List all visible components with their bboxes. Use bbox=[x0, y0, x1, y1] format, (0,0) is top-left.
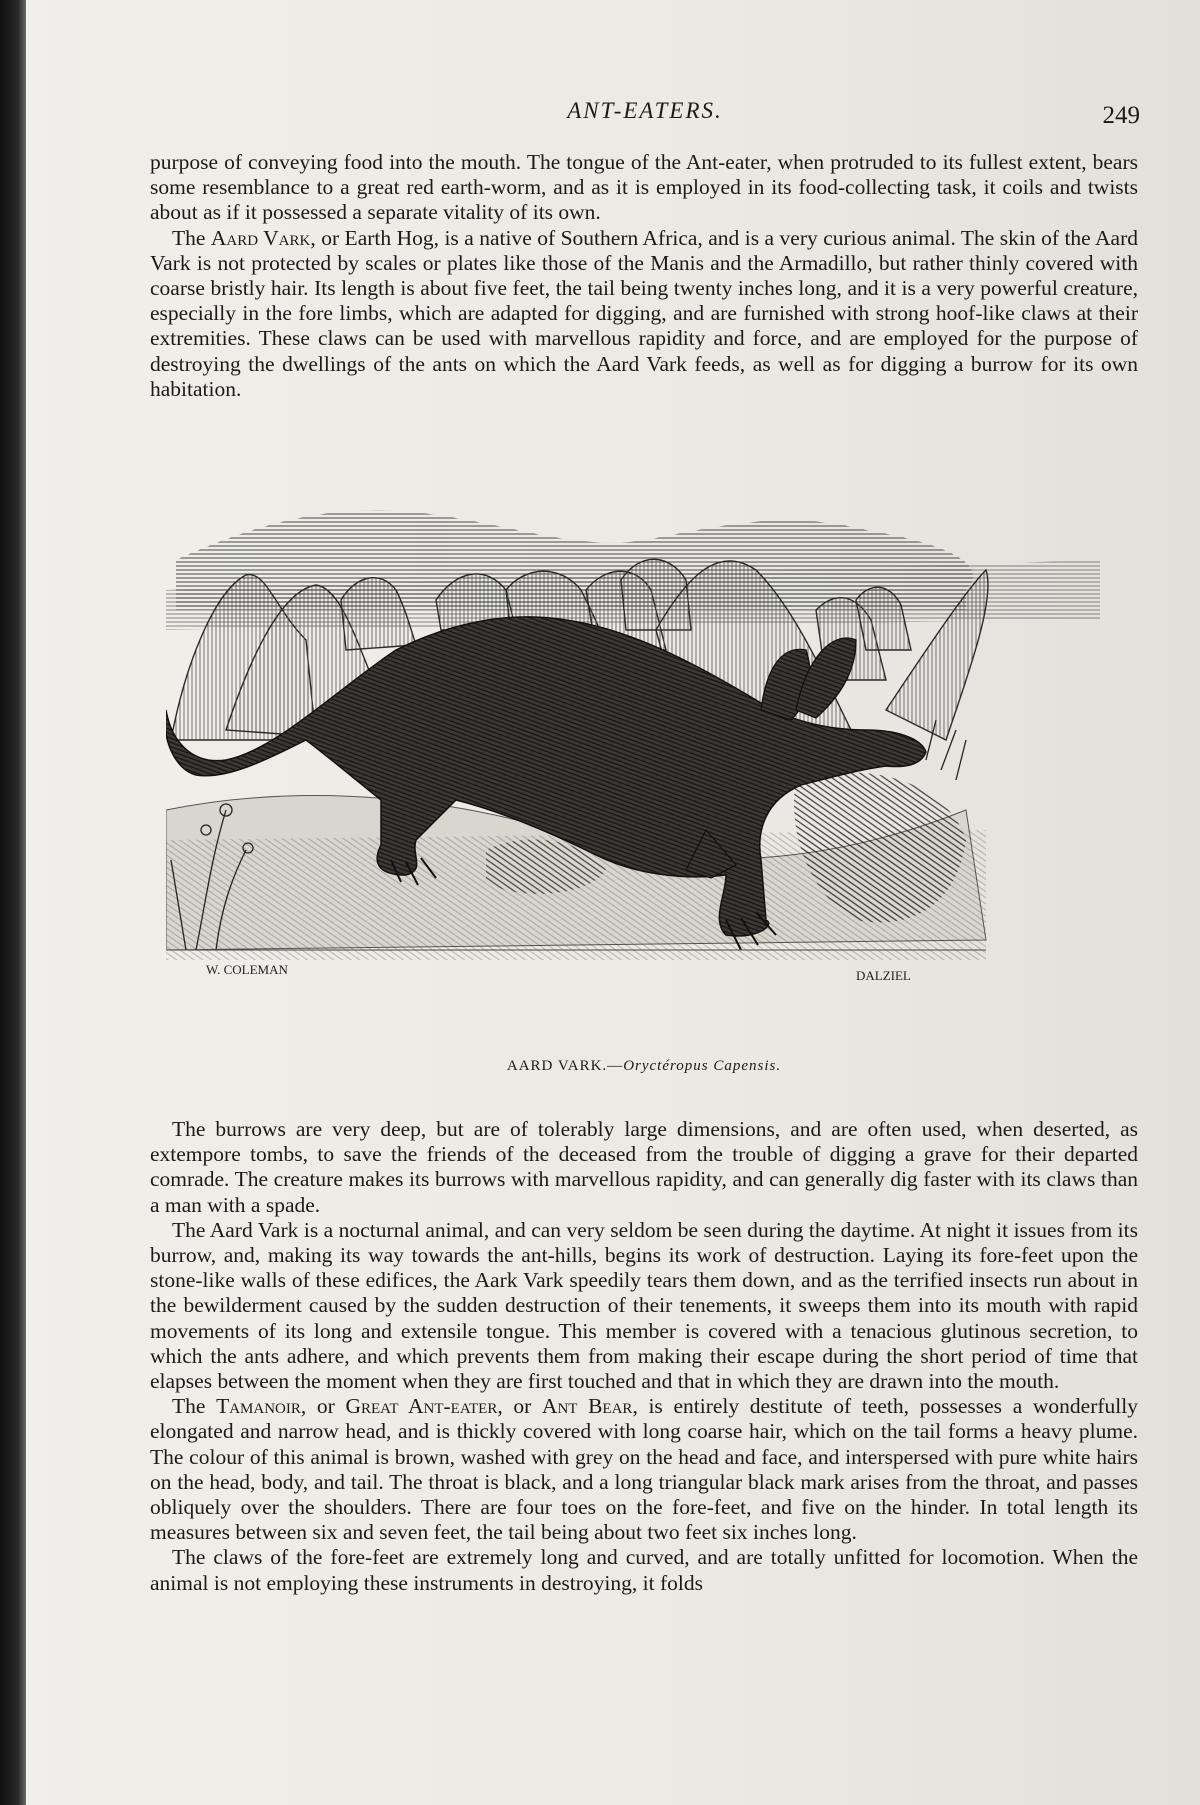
text-run: , or Earth Hog, is a native of Southern Africa, and is a very curious animal. The skin of the Aard Vark is not protected by scales or plates like those of the Manis and the Armadillo, but rather thinly covered with coarse bristly hair. Its length is about five feet, the tail being twenty inches long, and it is a very powerful creature, especially in the fore limbs, which are adapted for digging, and are furnished with strong hoof-like claws at their extremities. These claws can be used with marvellous rapidity and force, and are employed for the purpose of destroying the dwellings of the ants on which the Aard Vark feeds, as well as for digging a burrow for its own habitation. bbox=[150, 225, 1138, 401]
page-header bbox=[150, 98, 1140, 138]
caption-name: AARD VARK.— bbox=[506, 1058, 624, 1074]
paragraph: purpose of conveying food into the mouth. The tongue of the Ant-eater, when protruded to its fullest extent, bears some resemblance to a great red earth-worm, and as it is employed in its food-collecting task, it coils and twists about as if it possessed a separate vitality of its own. bbox=[150, 150, 1138, 225]
text-run: The bbox=[172, 1394, 217, 1419]
engraver-signature-right: DALZIEL bbox=[856, 968, 911, 983]
paragraph bbox=[150, 1394, 1138, 1545]
paragraph bbox=[150, 226, 1138, 402]
text-run: , or bbox=[300, 1394, 346, 1419]
small-caps-term: Tamanoir bbox=[216, 1394, 301, 1419]
small-caps-term: Ant Bear bbox=[541, 1394, 633, 1419]
page-number: 249 bbox=[1102, 102, 1140, 129]
engraver-signature-left: W. COLEMAN bbox=[206, 962, 288, 977]
binding-edge bbox=[0, 0, 26, 1805]
figure-caption bbox=[150, 1058, 1138, 1075]
small-caps-term: Aard Vark bbox=[210, 225, 311, 250]
text-run: , is entirely destitute of teeth, possesses a wonderfully elongated and narrow head, and is thickly covered with long coarse hair, which on the tail forms a heavy plume. The colour of this animal is brown, washed with grey on the head and face, and interspersed with pure white hairs on the head, body, and tail. The throat is black, and a long triangular black mark arises from the throat, and passes obliquely over the shoulders. There are four toes on the fore-feet, and five on the hinder. In total length its measures between six and seven feet, the tail being about two feet six inches long. bbox=[150, 1394, 1138, 1545]
running-head: ANT-EATERS. bbox=[567, 98, 723, 123]
aard-vark-engraving bbox=[166, 480, 1100, 1058]
caption-latin-name: Oryctéropus Capensis. bbox=[623, 1058, 782, 1074]
text-run: The bbox=[172, 225, 211, 250]
text-run: , or bbox=[497, 1394, 542, 1419]
small-caps-term: Great Ant-eater bbox=[345, 1394, 498, 1419]
paragraph: The claws of the fore-feet are extremely long and curved, and are totally unfitted for locomotion. When the animal is not employing these instruments in destroying, it folds bbox=[150, 1545, 1138, 1595]
paragraph: The burrows are very deep, but are of tolerably large dimensions, and are often used, when deserted, as extempore tombs, to save the friends of the deceased from the trouble of digging a grave for their departed comrade. The creature makes its burrows with marvellous rapidity, and can generally dig faster with its claws than a man with a spade. bbox=[150, 1117, 1138, 1217]
text-block-bottom bbox=[150, 1117, 1138, 1596]
paragraph: The Aard Vark is a nocturnal animal, and can very seldom be seen during the daytime. At night it issues from its burrow, and, making its way towards the ant-hills, begins its work of destruction. Laying its fore-feet upon the stone-like walls of these edifices, the Aark Vark speedily tears them down, and as the terrified insects run about in the bewilderment caused by the sudden destruction of their tenements, it sweeps them into its mouth with rapid movements of its long and extensile tongue. This member is covered with a tenacious glutinous secretion, to which the ants adhere, and which prevents them from making their escape during the short period of time that elapses between the moment when they are first touched and that in which they are drawn into the mouth. bbox=[150, 1217, 1138, 1394]
text-block-top bbox=[150, 150, 1138, 402]
